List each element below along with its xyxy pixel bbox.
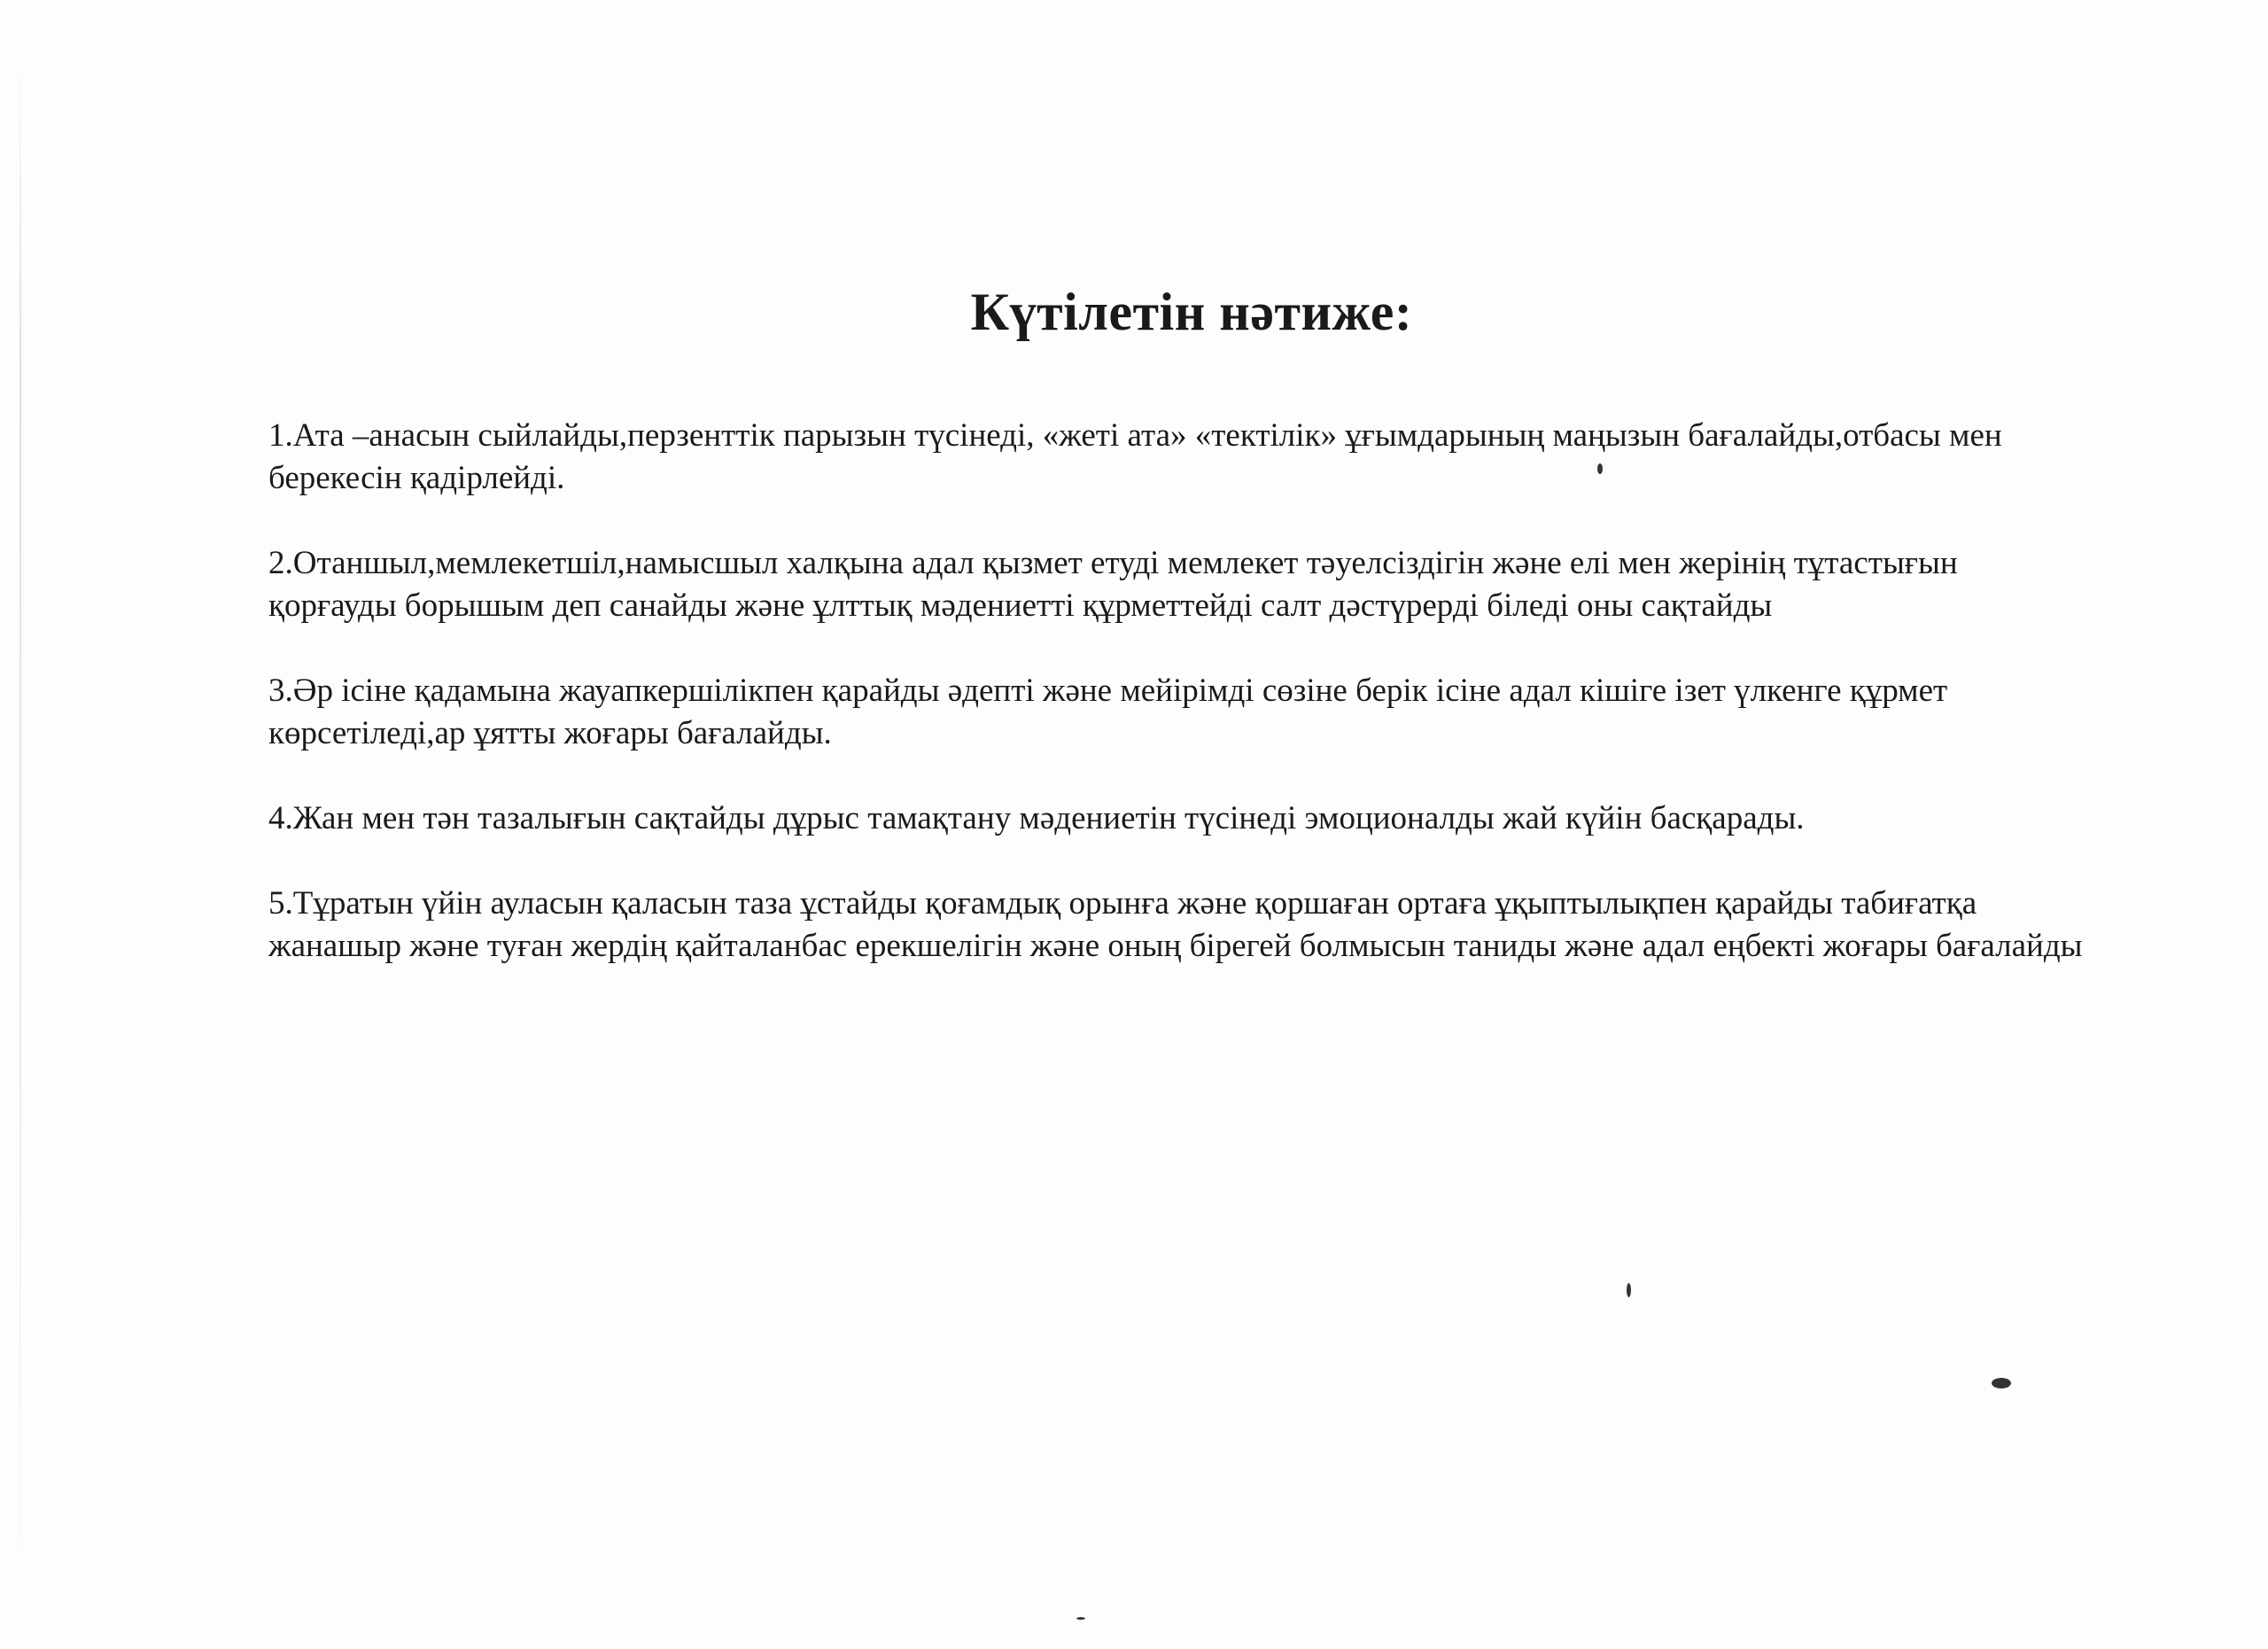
- scan-speck: [1597, 463, 1603, 474]
- expected-results-list: [268, 415, 2093, 1010]
- list-item: 1.Ата –анасын сыйлайды,перзенттік парызын түсінеді, «жеті ата» «тектілік» ұғымдарының маңызын бағалайды,отбасы мен берекесін қадірлейді.: [268, 417, 2002, 496]
- scan-speck: [1627, 1283, 1631, 1297]
- list-item: 5.Тұратын үйін ауласын қаласын таза ұстайды қоғамдық орынға және қоршаған ортаға ұқыптылықпен қарайды табиғатқа жанашыр және туған жердің қайталанбас ерекшелігін және оның бірегей болмысын таниды және адал еңбекті жоғары бағалайды: [268, 885, 2083, 964]
- document-title: Күтілетін нәтиже:: [970, 283, 1413, 341]
- scan-speck: [1992, 1378, 2011, 1388]
- list-item: 4.Жан мен тән тазалығын сақтайды дұрыс тамақтану мәдениетін түсінеді эмоционалды жай күйін басқарады.: [268, 800, 1805, 836]
- list-item: 3.Әр ісіне қадамына жауапкершілікпен қарайды әдепті және мейірімді сөзіне берік ісіне адал кішіге ізет үлкенге құрмет көрсетіледі,ар ұятты жоғары бағалайды.: [268, 673, 1948, 751]
- list-item: 2.Отаншыл,мемлекетшіл,намысшыл халқына адал қызмет етуді мемлекет тәуелсіздігін және елі мен жерінің тұтастығын қорғауды борышым деп санайды және ұлттық мәдениетті құрметтейді салт дәстүрерді біледі оны сақтайды: [268, 545, 1958, 624]
- scan-speck: [1076, 1617, 1085, 1620]
